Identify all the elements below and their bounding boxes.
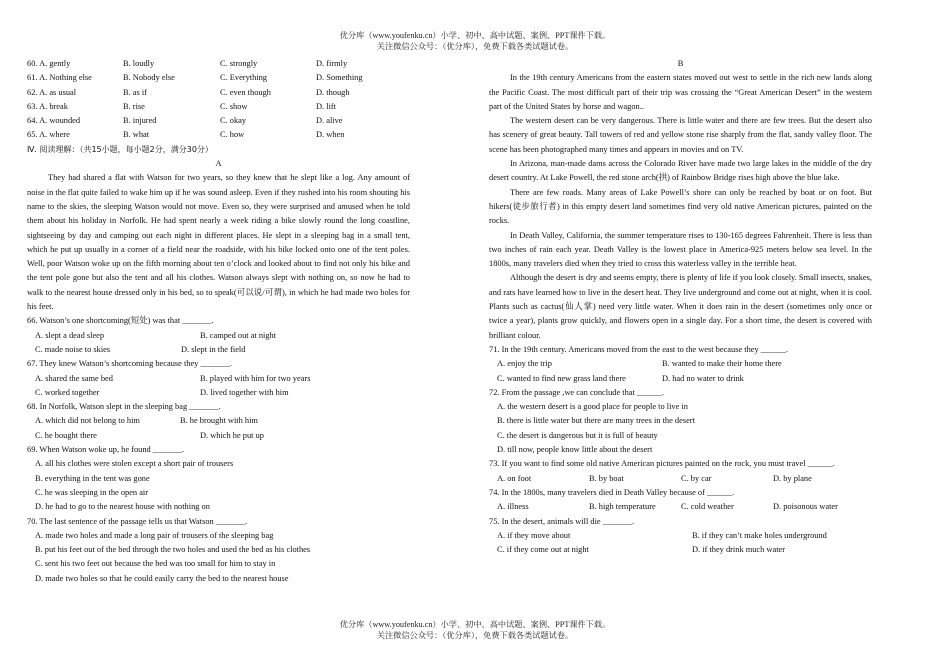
passage-b-paragraph: In the 19th century Americans from the eastern states moved out west to settle in the rich new lands along the Pacific Coast. The most difficult part of their trip was crossing the “Great American Desert” in the western part of the United States by horse and wagon.. <box>489 73 872 111</box>
options-row: A. slept a dead sleep B. camped out at night <box>35 330 277 340</box>
passage-b-paragraph: There are few roads. Many areas of Lake Powell’s shore can only be reached by boat or on foot. But hikers(徒步旅行者) in this empty desert land sometimes find very old native American pictures, painted on the rocks. <box>489 187 872 226</box>
option: C. the desert is dangerous but it is full of beauty <box>497 430 658 440</box>
option: D. till now, people know little about the desert <box>497 445 653 455</box>
passage-a: They had shared a flat with Watson for two years, so they knew that he slept like a log. Any amount of noise in the flat quite failed to wake him up if he was sound asleep. Even if they rushed into his room shouting his name to the skies, the sleeping Watson would not move. Even so, they were surprised and amused when he told them about his holiday in Norfolk. He had spent nearly a week riding a bike slowly round the long coastline, sightseeing by day and camping out each night in different places. He slept in a sleeping bag in a small tent, which he put up usually in a corner of a field near the roadside, with his bike locked onto one of the tent poles. Well, poor Watson woke up on the fifth morning about ten o’clock and looked about to find not only his bike and the tent pole gone but also the tent and all his clothes. Watson always slept with nothing on, so now he had to walk to the nearest house dressed only in his bed, so to speak(可以说/可谓), in which he had made two holes for his feet. <box>27 173 410 312</box>
question-67: 67. They knew Watson’s shortcoming because they _______. <box>27 359 232 369</box>
footer-line-2: 关注微信公众号：（优分库），免费下载各类试题试卷。 <box>376 631 574 640</box>
question-66: 66. Watson’s one shortcoming(短处) was that _______. <box>27 316 214 326</box>
page-header <box>0 30 950 52</box>
option: B. everything in the tent was gone <box>35 473 150 483</box>
cloze-row: 60. A. gently B. loudly C. strongly D. firmly <box>27 59 348 68</box>
section-title: Ⅳ. 阅读理解：（共15小题，每小题2分，满分30分） <box>27 144 213 154</box>
options-row: C. wanted to find new grass land there D. had no water to drink <box>497 373 744 383</box>
cloze-row: 62. A. as usual B. as if C. even though D. though <box>27 87 350 97</box>
options-row: C. he bought there D. which he put up <box>35 430 264 440</box>
page-footer <box>0 619 950 641</box>
option: D. made two holes so that he could easily carry the bed to the nearest house <box>35 573 289 583</box>
options-row: A. on foot B. by boat C. by car D. by plane <box>497 473 812 483</box>
passage-b-paragraph: In Death Valley, California, the summer temperature rises to 130-165 degrees Fahrenheit. There is less than two inches of rain each year. Death Valley is the lowest place in America-925 meters below sea level. In the 1800s, many travelers died when they tried to cross this waterless valley in the terrible heat. <box>489 230 872 269</box>
option: A. made two holes and made a long pair of trousers of the sleeping bag <box>35 530 274 540</box>
options-row: A. if they move about B. if they can’t make holes underground <box>497 530 827 540</box>
question-70: 70. The last sentence of the passage tells us that Watson _______. <box>27 516 248 526</box>
option: C. he was sleeping in the open air <box>35 487 149 497</box>
option: A. the western desert is a good place for people to live in <box>497 402 688 412</box>
options-row: C. worked together D. lived together with him <box>35 387 289 397</box>
footer-line-1: 优分库（www.youfenku.cn）小学、初中、高中试题、案例、PPT课件下载。 <box>339 620 611 629</box>
cloze-row: 63. A. break B. rise C. show D. lift <box>27 101 337 111</box>
passage-label: A <box>215 159 222 169</box>
question-74: 74. In the 1800s, many travelers died in Death Valley because of ______. <box>489 487 735 497</box>
passage-b-paragraph: Although the desert is dry and seems empty, there is plenty of life if you look closely. Small insects, snakes, and rats have learned how to live in the desert heat. They live underground and come out at night, when it is cool. Plants such as cactus(仙人掌) need very little water. When it does rain in the desert (sometimes only once or twice a year), plants grow quickly, and flowers open in a single day. For a short time, the desert is covered with brilliant colour. <box>489 273 872 340</box>
option: B. there is little water but there are many trees in the desert <box>497 416 695 426</box>
option: C. sent his two feet out because the bed was too small for him to stay in <box>35 559 276 569</box>
options-row: A. enjoy the trip B. wanted to make their home there <box>497 359 782 369</box>
question-73: 73. If you want to find some old native American pictures painted on the rock, you must travel ______. <box>489 459 835 469</box>
option: A. all his clothes were stolen except a short pair of trousers <box>35 459 234 469</box>
option: B. put his feet out of the bed through the two holes and used the bed as his clothes <box>35 545 311 555</box>
options-row: A. illness B. high temperature C. cold weather D. poisonous water <box>497 502 838 512</box>
question-71: 71. In the 19th century. Americans moved from the east to the west because they ______. <box>489 344 789 354</box>
header-line-1: 优分库（www.youfenku.cn）小学、初中、高中试题、案例、PPT课件下载。 <box>339 31 611 40</box>
options-row: A. which did not belong to him B. he brought with him <box>35 416 258 426</box>
header-line-2: 关注微信公众号：（优分库），免费下载各类试题试卷。 <box>376 42 574 51</box>
options-row: C. if they come out at night D. if they drink much water <box>497 545 786 555</box>
options-row: C. made noise to skies D. slept in the field <box>35 344 246 354</box>
passage-b-paragraph: The western desert can be very dangerous. There is little water and there are few trees. But the desert also has scenery of great beauty. Tall towers of red and yellow stone rise sharply from the flat, sandy valley floor. The scene has been photographed many times and appears in movies and on TV. <box>489 116 872 154</box>
option: D. he had to go to the nearest house with nothing on <box>35 502 210 512</box>
options-row: A. shared the same bed B. played with him for two years <box>35 373 311 383</box>
passage-b-paragraph: In Arizona, man-made dams across the Colorado River have made two large lakes in the middle of the dry desert country. At Lake Powell, the red stone arch(拱) of Rainbow Bridge rises high above the blue lake. <box>489 159 872 183</box>
passage-label: B <box>677 59 684 68</box>
cloze-row: 65. A. where B. what C. how D. when <box>27 130 345 140</box>
question-72: 72. From the passage ,we can conclude that ______. <box>489 387 665 397</box>
left-column <box>27 57 410 586</box>
question-69: 69. When Watson woke up, he found _______. <box>27 445 185 455</box>
right-column <box>489 57 872 557</box>
cloze-row: 61. A. Nothing else B. Nobody else C. Everything D. Something <box>27 73 363 83</box>
cloze-row: 64. A. wounded B. injured C. okay D. alive <box>27 116 343 126</box>
question-68: 68. In Norfolk, Watson slept in the sleeping bag _______. <box>27 402 221 412</box>
question-75: 75. In the desert, animals will die _______. <box>489 516 635 526</box>
